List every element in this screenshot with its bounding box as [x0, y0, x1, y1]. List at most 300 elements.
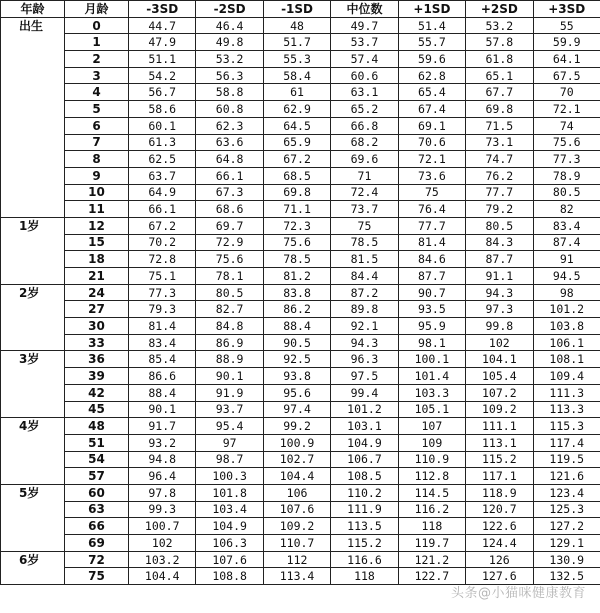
table-row [1, 334, 600, 351]
cell-median: 71 [331, 167, 398, 184]
cell-plus-2sd: 65.1 [466, 67, 533, 84]
cell-plus-2sd: 79.2 [466, 201, 533, 218]
cell-plus-3sd: 64.1 [533, 51, 600, 68]
cell-month: 0 [65, 17, 129, 34]
cell-month: 7 [65, 134, 129, 151]
table-row [1, 134, 600, 151]
cell-plus-2sd: 122.6 [466, 518, 533, 535]
cell-age [1, 368, 65, 385]
cell-plus-1sd: 69.1 [398, 117, 465, 134]
cell-plus-1sd: 59.6 [398, 51, 465, 68]
cell-plus-1sd: 93.5 [398, 301, 465, 318]
cell-plus-3sd: 82 [533, 201, 600, 218]
cell-age [1, 151, 65, 168]
cell-minus-1sd: 92.5 [263, 351, 330, 368]
cell-month: 57 [65, 468, 129, 485]
table-row [1, 284, 600, 301]
cell-minus-2sd: 108.8 [196, 568, 263, 585]
cell-minus-3sd: 61.3 [129, 134, 196, 151]
cell-minus-3sd: 66.1 [129, 201, 196, 218]
cell-month: 1 [65, 34, 129, 51]
table-row [1, 51, 600, 68]
cell-plus-3sd: 59.9 [533, 34, 600, 51]
cell-plus-2sd: 126 [466, 551, 533, 568]
cell-median: 78.5 [331, 234, 398, 251]
table-row [1, 468, 600, 485]
cell-month: 39 [65, 368, 129, 385]
cell-plus-2sd: 67.7 [466, 84, 533, 101]
cell-minus-3sd: 94.8 [129, 451, 196, 468]
table-row [1, 67, 600, 84]
cell-month: 10 [65, 184, 129, 201]
table-row [1, 401, 600, 418]
cell-month: 54 [65, 451, 129, 468]
cell-plus-2sd: 69.8 [466, 101, 533, 118]
cell-median: 73.7 [331, 201, 398, 218]
cell-plus-3sd: 87.4 [533, 234, 600, 251]
cell-minus-1sd: 67.2 [263, 151, 330, 168]
cell-plus-1sd: 98.1 [398, 334, 465, 351]
cell-minus-3sd: 63.7 [129, 167, 196, 184]
cell-median: 84.4 [331, 268, 398, 285]
cell-age [1, 51, 65, 68]
table-row [1, 451, 600, 468]
cell-minus-1sd: 106 [263, 484, 330, 501]
cell-minus-3sd: 100.7 [129, 518, 196, 535]
cell-plus-2sd: 105.4 [466, 368, 533, 385]
cell-plus-1sd: 84.6 [398, 251, 465, 268]
cell-minus-3sd: 103.2 [129, 551, 196, 568]
cell-median: 63.1 [331, 84, 398, 101]
cell-median: 104.9 [331, 434, 398, 451]
cell-month: 27 [65, 301, 129, 318]
cell-median: 115.2 [331, 535, 398, 552]
cell-median: 118 [331, 568, 398, 585]
table-row [1, 217, 600, 234]
cell-minus-2sd: 64.8 [196, 151, 263, 168]
cell-age [1, 84, 65, 101]
cell-minus-2sd: 100.3 [196, 468, 263, 485]
cell-median: 116.6 [331, 551, 398, 568]
cell-minus-1sd: 51.7 [263, 34, 330, 51]
header-age: 年龄 [1, 1, 65, 18]
cell-age: 3岁 [1, 351, 65, 368]
cell-plus-1sd: 119.7 [398, 535, 465, 552]
cell-minus-3sd: 51.1 [129, 51, 196, 68]
cell-minus-1sd: 112 [263, 551, 330, 568]
table-row [1, 535, 600, 552]
cell-minus-1sd: 88.4 [263, 318, 330, 335]
cell-plus-2sd: 118.9 [466, 484, 533, 501]
table-row [1, 418, 600, 435]
cell-month: 4 [65, 84, 129, 101]
cell-median: 75 [331, 217, 398, 234]
cell-month: 18 [65, 251, 129, 268]
cell-plus-3sd: 109.4 [533, 368, 600, 385]
cell-age [1, 334, 65, 351]
cell-plus-3sd: 91 [533, 251, 600, 268]
cell-plus-1sd: 114.5 [398, 484, 465, 501]
cell-plus-2sd: 115.2 [466, 451, 533, 468]
cell-age: 6岁 [1, 551, 65, 568]
cell-minus-3sd: 85.4 [129, 351, 196, 368]
cell-plus-1sd: 118 [398, 518, 465, 535]
cell-month: 11 [65, 201, 129, 218]
cell-plus-2sd: 124.4 [466, 535, 533, 552]
cell-minus-2sd: 69.7 [196, 217, 263, 234]
cell-month: 60 [65, 484, 129, 501]
cell-month: 5 [65, 101, 129, 118]
cell-plus-3sd: 98 [533, 284, 600, 301]
cell-minus-1sd: 113.4 [263, 568, 330, 585]
cell-minus-2sd: 49.8 [196, 34, 263, 51]
cell-plus-3sd: 94.5 [533, 268, 600, 285]
watermark-text: 头条@小猫咪健康教育 [450, 586, 586, 601]
cell-plus-3sd: 70 [533, 84, 600, 101]
table-row [1, 34, 600, 51]
cell-age [1, 234, 65, 251]
table-row [1, 117, 600, 134]
cell-minus-2sd: 67.3 [196, 184, 263, 201]
table-row [1, 434, 600, 451]
cell-minus-3sd: 79.3 [129, 301, 196, 318]
cell-month: 69 [65, 535, 129, 552]
cell-month: 2 [65, 51, 129, 68]
cell-plus-2sd: 57.8 [466, 34, 533, 51]
cell-month: 12 [65, 217, 129, 234]
cell-minus-2sd: 62.3 [196, 117, 263, 134]
table-row [1, 484, 600, 501]
cell-plus-1sd: 75 [398, 184, 465, 201]
cell-median: 106.7 [331, 451, 398, 468]
cell-plus-3sd: 123.4 [533, 484, 600, 501]
cell-minus-1sd: 64.5 [263, 117, 330, 134]
cell-age [1, 67, 65, 84]
cell-month: 6 [65, 117, 129, 134]
cell-median: 89.8 [331, 301, 398, 318]
cell-minus-1sd: 71.1 [263, 201, 330, 218]
cell-plus-1sd: 122.7 [398, 568, 465, 585]
cell-minus-2sd: 97 [196, 434, 263, 451]
cell-month: 30 [65, 318, 129, 335]
cell-plus-3sd: 119.5 [533, 451, 600, 468]
cell-age [1, 535, 65, 552]
cell-plus-1sd: 65.4 [398, 84, 465, 101]
cell-minus-2sd: 98.7 [196, 451, 263, 468]
cell-minus-3sd: 60.1 [129, 117, 196, 134]
cell-month: 42 [65, 384, 129, 401]
cell-minus-3sd: 64.9 [129, 184, 196, 201]
cell-plus-1sd: 55.7 [398, 34, 465, 51]
cell-month: 33 [65, 334, 129, 351]
cell-month: 15 [65, 234, 129, 251]
header-month: 月龄 [65, 1, 129, 18]
cell-plus-2sd: 73.1 [466, 134, 533, 151]
header-minus-2sd: -2SD [196, 1, 263, 18]
cell-plus-3sd: 108.1 [533, 351, 600, 368]
cell-plus-3sd: 77.3 [533, 151, 600, 168]
cell-minus-2sd: 93.7 [196, 401, 263, 418]
cell-minus-3sd: 88.4 [129, 384, 196, 401]
cell-age [1, 568, 65, 585]
cell-minus-1sd: 58.4 [263, 67, 330, 84]
cell-plus-3sd: 117.4 [533, 434, 600, 451]
cell-plus-3sd: 129.1 [533, 535, 600, 552]
cell-minus-3sd: 99.3 [129, 501, 196, 518]
cell-minus-3sd: 86.6 [129, 368, 196, 385]
cell-month: 45 [65, 401, 129, 418]
cell-minus-2sd: 86.9 [196, 334, 263, 351]
cell-minus-3sd: 90.1 [129, 401, 196, 418]
cell-plus-1sd: 76.4 [398, 201, 465, 218]
cell-age [1, 468, 65, 485]
cell-plus-3sd: 106.1 [533, 334, 600, 351]
cell-plus-2sd: 91.1 [466, 268, 533, 285]
cell-median: 68.2 [331, 134, 398, 151]
cell-plus-3sd: 55 [533, 17, 600, 34]
table-row [1, 184, 600, 201]
cell-plus-2sd: 94.3 [466, 284, 533, 301]
cell-minus-2sd: 101.8 [196, 484, 263, 501]
cell-age [1, 401, 65, 418]
cell-minus-2sd: 91.9 [196, 384, 263, 401]
cell-minus-2sd: 68.6 [196, 201, 263, 218]
cell-minus-1sd: 65.9 [263, 134, 330, 151]
cell-age [1, 301, 65, 318]
cell-median: 96.3 [331, 351, 398, 368]
cell-age [1, 318, 65, 335]
cell-plus-1sd: 105.1 [398, 401, 465, 418]
cell-minus-1sd: 55.3 [263, 51, 330, 68]
header-median: 中位数 [331, 1, 398, 18]
cell-plus-3sd: 103.8 [533, 318, 600, 335]
table-row [1, 384, 600, 401]
cell-plus-2sd: 111.1 [466, 418, 533, 435]
cell-minus-1sd: 69.8 [263, 184, 330, 201]
cell-plus-1sd: 87.7 [398, 268, 465, 285]
cell-minus-2sd: 106.3 [196, 535, 263, 552]
cell-plus-2sd: 99.8 [466, 318, 533, 335]
cell-plus-2sd: 107.2 [466, 384, 533, 401]
table-row [1, 151, 600, 168]
cell-plus-2sd: 84.3 [466, 234, 533, 251]
table-row [1, 251, 600, 268]
cell-minus-2sd: 58.8 [196, 84, 263, 101]
cell-median: 81.5 [331, 251, 398, 268]
cell-median: 113.5 [331, 518, 398, 535]
cell-minus-2sd: 84.8 [196, 318, 263, 335]
cell-minus-1sd: 83.8 [263, 284, 330, 301]
cell-plus-2sd: 127.6 [466, 568, 533, 585]
cell-plus-3sd: 127.2 [533, 518, 600, 535]
cell-age [1, 117, 65, 134]
cell-plus-3sd: 111.3 [533, 384, 600, 401]
cell-minus-3sd: 56.7 [129, 84, 196, 101]
cell-age [1, 101, 65, 118]
cell-median: 92.1 [331, 318, 398, 335]
cell-minus-2sd: 103.4 [196, 501, 263, 518]
table-row [1, 101, 600, 118]
cell-plus-1sd: 101.4 [398, 368, 465, 385]
cell-minus-3sd: 75.1 [129, 268, 196, 285]
cell-minus-3sd: 83.4 [129, 334, 196, 351]
cell-minus-1sd: 97.4 [263, 401, 330, 418]
table-row [1, 518, 600, 535]
cell-plus-1sd: 109 [398, 434, 465, 451]
table-row [1, 234, 600, 251]
header-minus-1sd: -1SD [263, 1, 330, 18]
cell-age [1, 34, 65, 51]
cell-minus-3sd: 70.2 [129, 234, 196, 251]
cell-plus-3sd: 74 [533, 117, 600, 134]
cell-minus-3sd: 62.5 [129, 151, 196, 168]
cell-plus-2sd: 104.1 [466, 351, 533, 368]
cell-month: 51 [65, 434, 129, 451]
cell-median: 53.7 [331, 34, 398, 51]
header-plus-3sd: +3SD [533, 1, 600, 18]
cell-median: 108.5 [331, 468, 398, 485]
cell-month: 9 [65, 167, 129, 184]
cell-age [1, 134, 65, 151]
cell-minus-1sd: 48 [263, 17, 330, 34]
cell-plus-3sd: 72.1 [533, 101, 600, 118]
cell-plus-1sd: 95.9 [398, 318, 465, 335]
cell-age: 1岁 [1, 217, 65, 234]
cell-minus-3sd: 104.4 [129, 568, 196, 585]
cell-age [1, 251, 65, 268]
header-plus-1sd: +1SD [398, 1, 465, 18]
cell-minus-3sd: 47.9 [129, 34, 196, 51]
cell-minus-3sd: 97.8 [129, 484, 196, 501]
cell-minus-1sd: 78.5 [263, 251, 330, 268]
cell-plus-2sd: 61.8 [466, 51, 533, 68]
header-plus-2sd: +2SD [466, 1, 533, 18]
cell-plus-3sd: 80.5 [533, 184, 600, 201]
cell-minus-2sd: 72.9 [196, 234, 263, 251]
table-row [1, 268, 600, 285]
cell-plus-1sd: 51.4 [398, 17, 465, 34]
cell-plus-3sd: 101.2 [533, 301, 600, 318]
cell-minus-2sd: 78.1 [196, 268, 263, 285]
cell-median: 101.2 [331, 401, 398, 418]
cell-median: 99.4 [331, 384, 398, 401]
cell-minus-2sd: 90.1 [196, 368, 263, 385]
cell-minus-3sd: 44.7 [129, 17, 196, 34]
cell-minus-2sd: 63.6 [196, 134, 263, 151]
cell-month: 75 [65, 568, 129, 585]
cell-minus-1sd: 75.6 [263, 234, 330, 251]
cell-minus-2sd: 66.1 [196, 167, 263, 184]
cell-minus-3sd: 72.8 [129, 251, 196, 268]
cell-minus-3sd: 93.2 [129, 434, 196, 451]
cell-plus-3sd: 121.6 [533, 468, 600, 485]
cell-minus-3sd: 102 [129, 535, 196, 552]
cell-plus-2sd: 71.5 [466, 117, 533, 134]
table-row [1, 368, 600, 385]
cell-plus-3sd: 132.5 [533, 568, 600, 585]
cell-plus-1sd: 77.7 [398, 217, 465, 234]
cell-median: 87.2 [331, 284, 398, 301]
cell-month: 8 [65, 151, 129, 168]
table-row [1, 301, 600, 318]
cell-age [1, 451, 65, 468]
cell-age [1, 268, 65, 285]
cell-minus-3sd: 54.2 [129, 67, 196, 84]
cell-minus-1sd: 93.8 [263, 368, 330, 385]
table-row [1, 551, 600, 568]
cell-minus-2sd: 82.7 [196, 301, 263, 318]
cell-plus-1sd: 70.6 [398, 134, 465, 151]
table-row [1, 84, 600, 101]
cell-minus-2sd: 75.6 [196, 251, 263, 268]
cell-median: 97.5 [331, 368, 398, 385]
cell-minus-2sd: 95.4 [196, 418, 263, 435]
cell-plus-2sd: 120.7 [466, 501, 533, 518]
cell-plus-1sd: 107 [398, 418, 465, 435]
cell-month: 3 [65, 67, 129, 84]
cell-minus-1sd: 62.9 [263, 101, 330, 118]
cell-month: 66 [65, 518, 129, 535]
cell-plus-1sd: 81.4 [398, 234, 465, 251]
cell-age: 出生 [1, 17, 65, 34]
cell-month: 63 [65, 501, 129, 518]
cell-plus-1sd: 103.3 [398, 384, 465, 401]
cell-minus-3sd: 91.7 [129, 418, 196, 435]
cell-plus-3sd: 67.5 [533, 67, 600, 84]
cell-minus-1sd: 100.9 [263, 434, 330, 451]
cell-plus-2sd: 113.1 [466, 434, 533, 451]
cell-plus-3sd: 78.9 [533, 167, 600, 184]
cell-minus-1sd: 86.2 [263, 301, 330, 318]
cell-plus-2sd: 87.7 [466, 251, 533, 268]
table-row [1, 351, 600, 368]
cell-minus-1sd: 110.7 [263, 535, 330, 552]
cell-median: 72.4 [331, 184, 398, 201]
cell-plus-2sd: 76.2 [466, 167, 533, 184]
cell-plus-3sd: 83.4 [533, 217, 600, 234]
cell-month: 48 [65, 418, 129, 435]
cell-minus-1sd: 90.5 [263, 334, 330, 351]
cell-median: 57.4 [331, 51, 398, 68]
cell-minus-2sd: 104.9 [196, 518, 263, 535]
cell-median: 49.7 [331, 17, 398, 34]
cell-age: 2岁 [1, 284, 65, 301]
cell-plus-2sd: 74.7 [466, 151, 533, 168]
cell-plus-1sd: 62.8 [398, 67, 465, 84]
cell-minus-3sd: 96.4 [129, 468, 196, 485]
cell-month: 36 [65, 351, 129, 368]
cell-minus-2sd: 80.5 [196, 284, 263, 301]
cell-plus-1sd: 116.2 [398, 501, 465, 518]
cell-minus-2sd: 60.8 [196, 101, 263, 118]
cell-minus-3sd: 67.2 [129, 217, 196, 234]
cell-plus-3sd: 115.3 [533, 418, 600, 435]
cell-plus-3sd: 113.3 [533, 401, 600, 418]
cell-plus-2sd: 102 [466, 334, 533, 351]
cell-plus-1sd: 90.7 [398, 284, 465, 301]
cell-plus-1sd: 110.9 [398, 451, 465, 468]
cell-minus-3sd: 58.6 [129, 101, 196, 118]
cell-plus-3sd: 130.9 [533, 551, 600, 568]
cell-age [1, 201, 65, 218]
table-row [1, 201, 600, 218]
table-row [1, 501, 600, 518]
cell-age [1, 167, 65, 184]
cell-median: 94.3 [331, 334, 398, 351]
cell-minus-1sd: 95.6 [263, 384, 330, 401]
cell-plus-2sd: 109.2 [466, 401, 533, 418]
cell-age [1, 184, 65, 201]
